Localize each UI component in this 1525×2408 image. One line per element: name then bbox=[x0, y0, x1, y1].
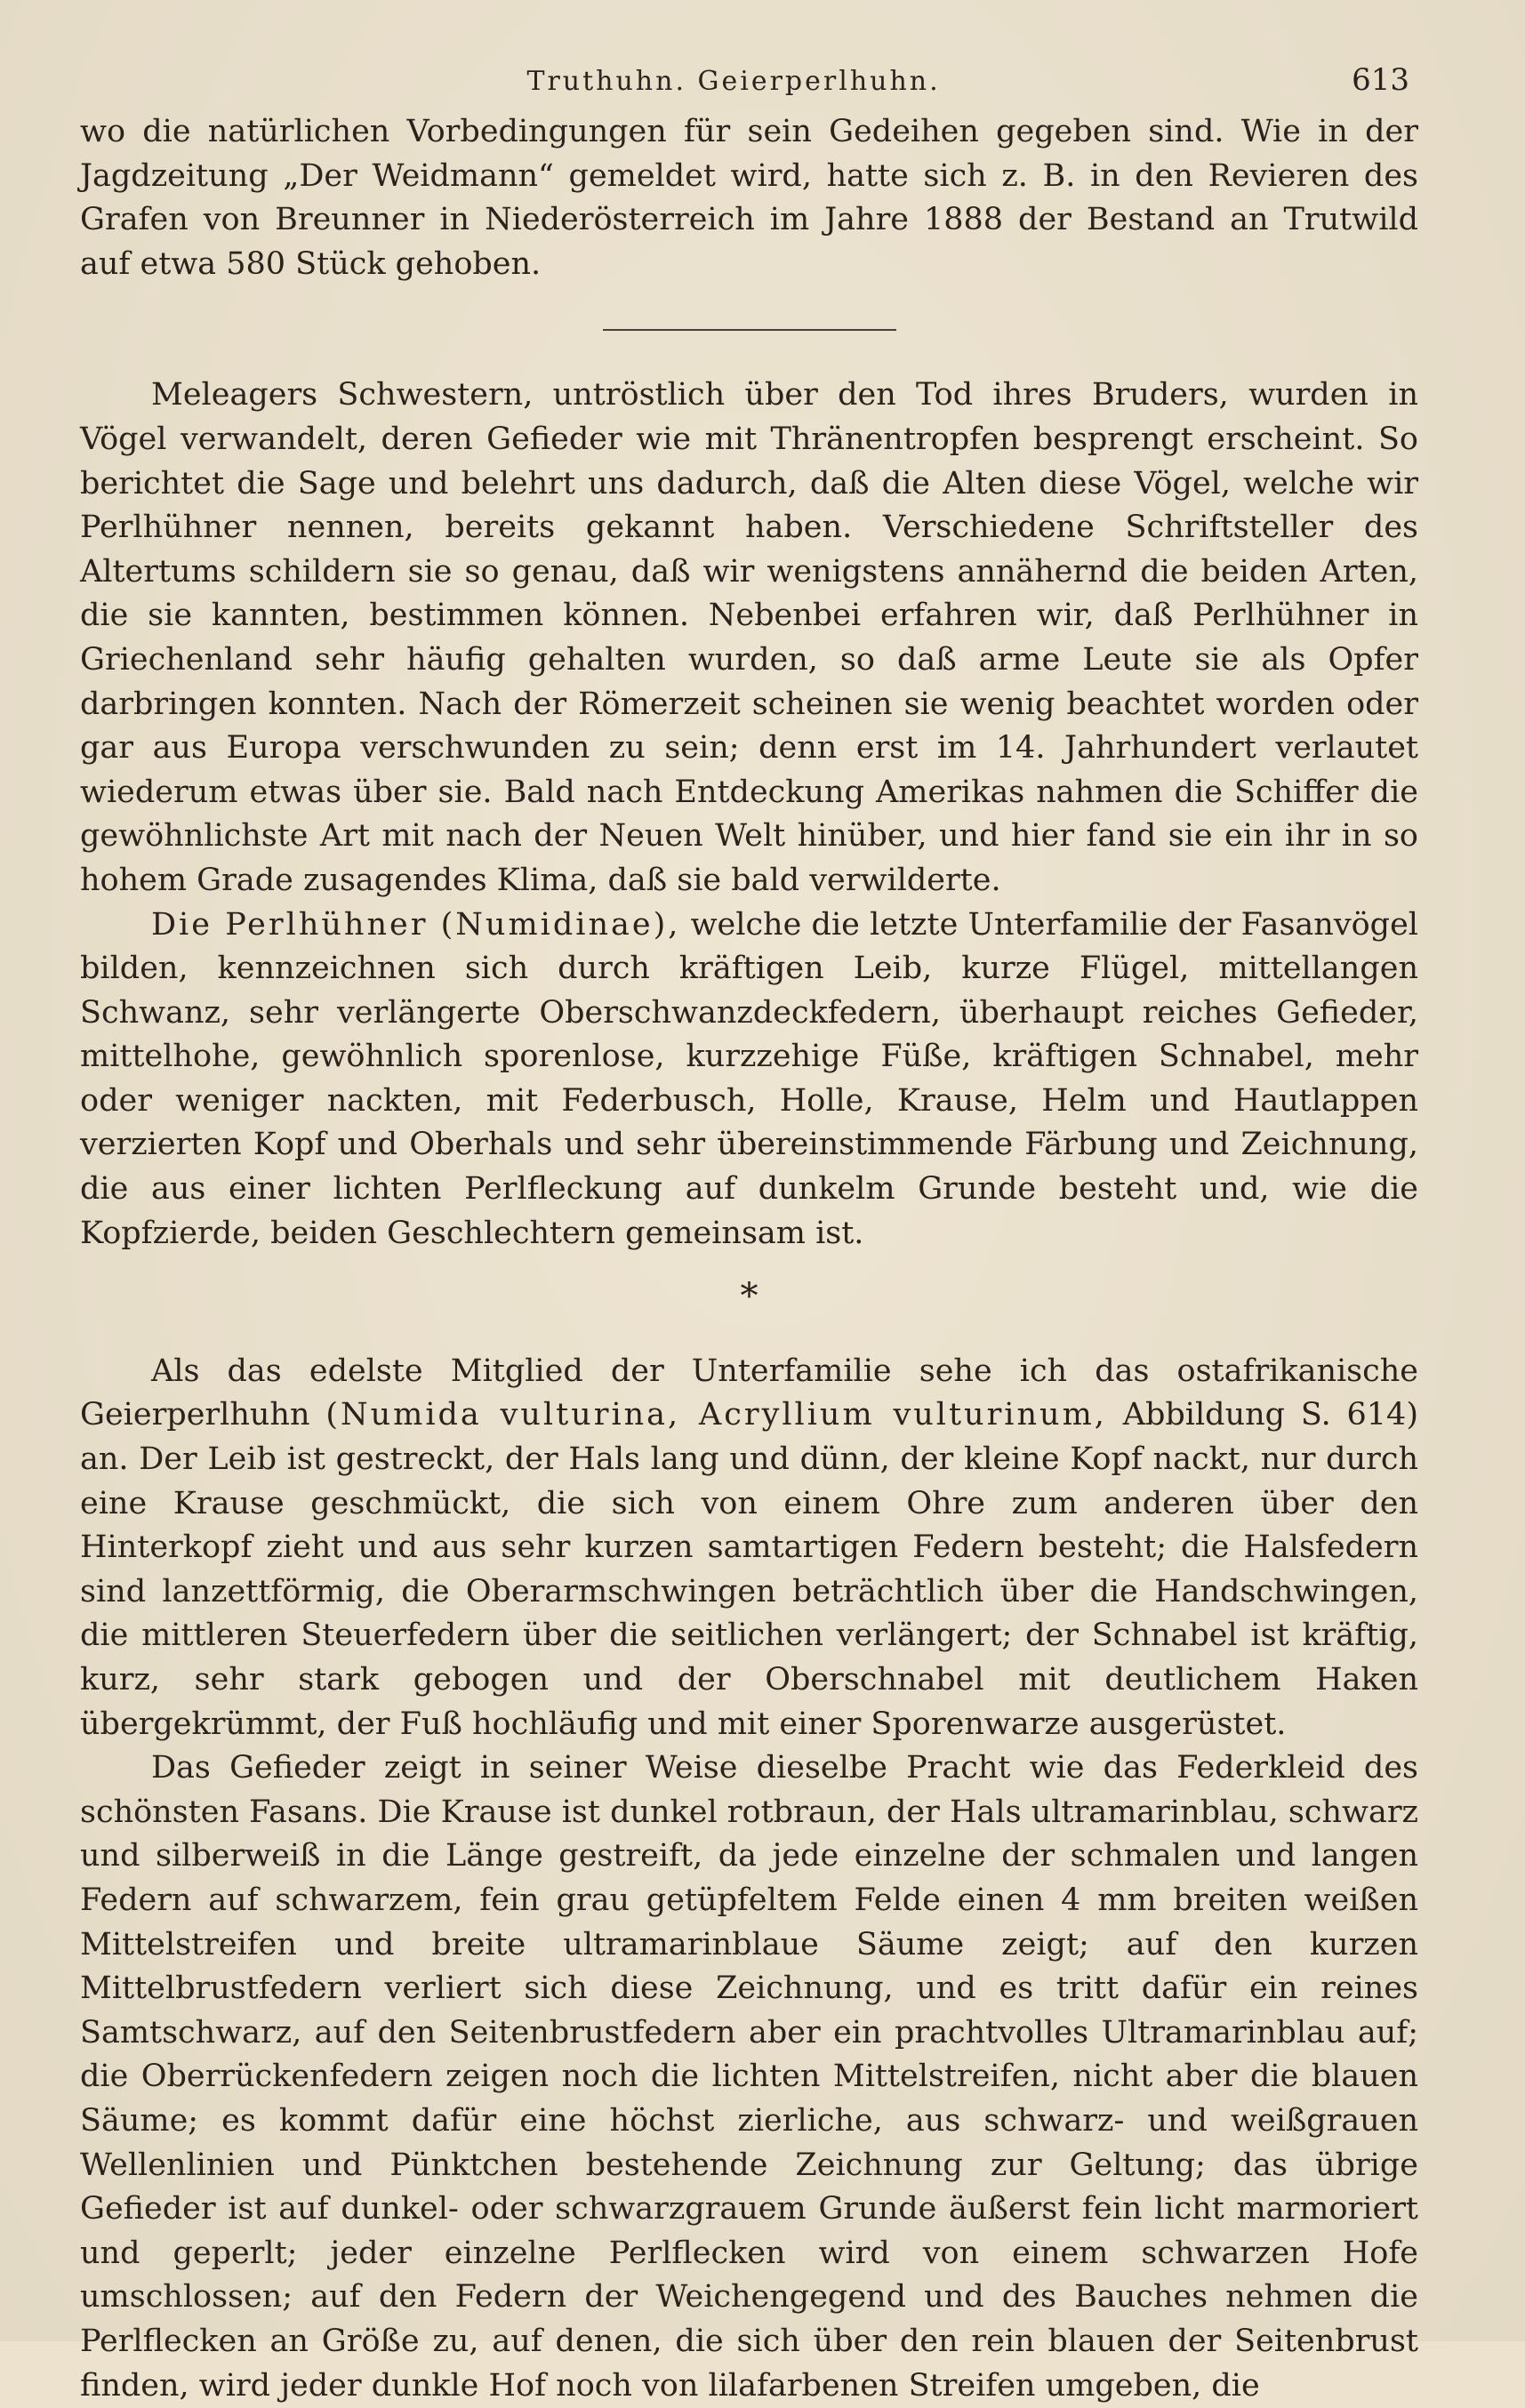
section1-paragraph: wo die natürlichen Vorbedingungen für sein Gedeihen gegeben sind. Wie in der Jagdzeitung „Der Weidmann“ gemeldet wird, hatte sich z. B. in den Revieren des Grafen von Breunner in Niederösterreich im Jahre 1888 der Bestand an Trutwild auf etwa 580 Stück gehoben. bbox=[80, 114, 1418, 282]
body-text bbox=[80, 110, 1418, 2408]
section2-paragraph-1: Meleagers Schwestern, untröstlich über den Tod ihres Bruders, wurden in Vögel verwandelt, deren Gefieder wie mit Thränentropfen besprengt erscheint. So berichtet die Sage und belehrt uns dadurch, daß die Alten diese Vögel, welche wir Perlhühner nennen, bereits gekannt haben. Verschiedene Schriftsteller des Altertums schildern sie so genau, daß wir wenigstens annähernd die beiden Arten, die sie kannten, bestimmen können. Nebenbei erfahren wir, daß Perlhühner in Griechenland sehr häufig gehalten wurden, so daß arme Leute sie als Opfer darbringen konnten. Nach der Römerzeit scheinen sie wenig beachtet worden oder gar aus Europa verschwunden zu sein; denn erst im 14. Jahrhundert verlautet wiederum etwas über sie. Bald nach Entdeckung Amerikas nahmen die Schiffer die gewöhnlichste Art mit nach der Neuen Welt hinüber, und hier fand sie ein ihr in so hohem Grade zusagendes Klima, daß sie bald verwilderte. bbox=[80, 377, 1418, 898]
geierperlhuhn-description: Abbildung S. 614) an. Der Leib ist gestreckt, der Hals lang und dünn, der kleine Kopf nackt, nur durch eine Krause geschmückt, die sich von einem Ohre zum anderen über den Hinterkopf zieht und aus sehr kurzen samtartigen Federn besteht; die Halsfedern sind lanzettförmig, die Oberarmschwingen beträchtlich über die Handschwingen, die mittleren Steuerfedern über die seitlichen verlängert; der Schnabel ist kräftig, kurz, sehr stark gebogen und der Oberschnabel mit deutlichem Haken übergekrümmt, der Fuß hochläufig und mit einer Sporenwarze ausgerüstet. bbox=[80, 1397, 1418, 1742]
perlhuehner-term: Die Perlhühner (Numidinae), bbox=[151, 906, 681, 943]
perlhuehner-description: welche die letzte Unterfamilie der Fasanvögel bilden, kennzeichnen sich durch kräftigen Leib, kurze Flügel, mittellangen Schwanz, sehr verlängerte Oberschwanzdeckfedern, überhaupt reiches Gefieder, mittelhohe, gewöhnlich sporenlose, kurzzehige Füße, kräftigen Schnabel, mehr oder weniger nackten, mit Federbusch, Holle, Krause, Helm und Hautlappen verzierten Kopf und Oberhals und sehr übereinstimmende Färbung und Zeichnung, die aus einer lichten Perlfleckung auf dunkelm Grunde besteht und, wie die Kopfzierde, beiden Geschlechtern gemeinsam ist. bbox=[80, 906, 1418, 1251]
geierperlhuhn-lead: Als das edelste Mitglied der Unterfamilie sehe ich das ostafrikanische Geierperlhuhn bbox=[80, 1352, 1418, 1433]
running-head: Truthuhn. Geierperlhuhn. bbox=[526, 66, 941, 97]
section2-paragraph-2 bbox=[80, 903, 1418, 1256]
section-divider-rule bbox=[603, 329, 896, 331]
section3-paragraph-2: Das Gefieder zeigt in seiner Weise dieselbe Pracht wie das Federkleid des schönsten Fasans. Die Krause ist dunkel rotbraun, der Hals ultramarinblau, schwarz und silberweiß in die Länge gestreift, da jede einzelne der schmalen und langen Federn auf schwarzem, fein grau getüpfeltem Felde einen 4 mm breiten weißen Mittelstreifen und breite ultramarinblaue Säume zeigt; auf den kurzen Mittelbrustfedern verliert sich diese Zeichnung, und es tritt dafür ein reines Samtschwarz, auf den Seitenbrustfedern aber ein prachtvolles Ultramarinblau auf; die Oberrückenfedern zeigen noch die lichten Mittelstreifen, nicht aber die blauen Säume; es kommt dafür eine höchst zierliche, aus schwarz- und weißgrauen Wellenlinien und Pünktchen bestehende Zeichnung zur Geltung; das übrige Gefieder ist auf dunkel- oder schwarzgrauem Grunde äußerst fein licht marmoriert und geperlt; jeder einzelne Perlflecken wird von einem schwarzen Hofe umschlossen; auf den Federn der Weichengegend und des Bauches nehmen die Perlflecken an Größe zu, auf denen, die sich über den rein blauen der Seitenbrust finden, wird jeder dunkle Hof noch von lilafarbenen Streifen umgeben, die bbox=[80, 1750, 1418, 2404]
scientific-names: (Numida vulturina, Acryllium vulturinum, bbox=[325, 1397, 1107, 1433]
section3-paragraph-1 bbox=[80, 1350, 1418, 1746]
page-header bbox=[80, 62, 1418, 98]
page-number: 613 bbox=[1352, 62, 1409, 98]
asterisk-divider: * bbox=[740, 1276, 758, 1318]
